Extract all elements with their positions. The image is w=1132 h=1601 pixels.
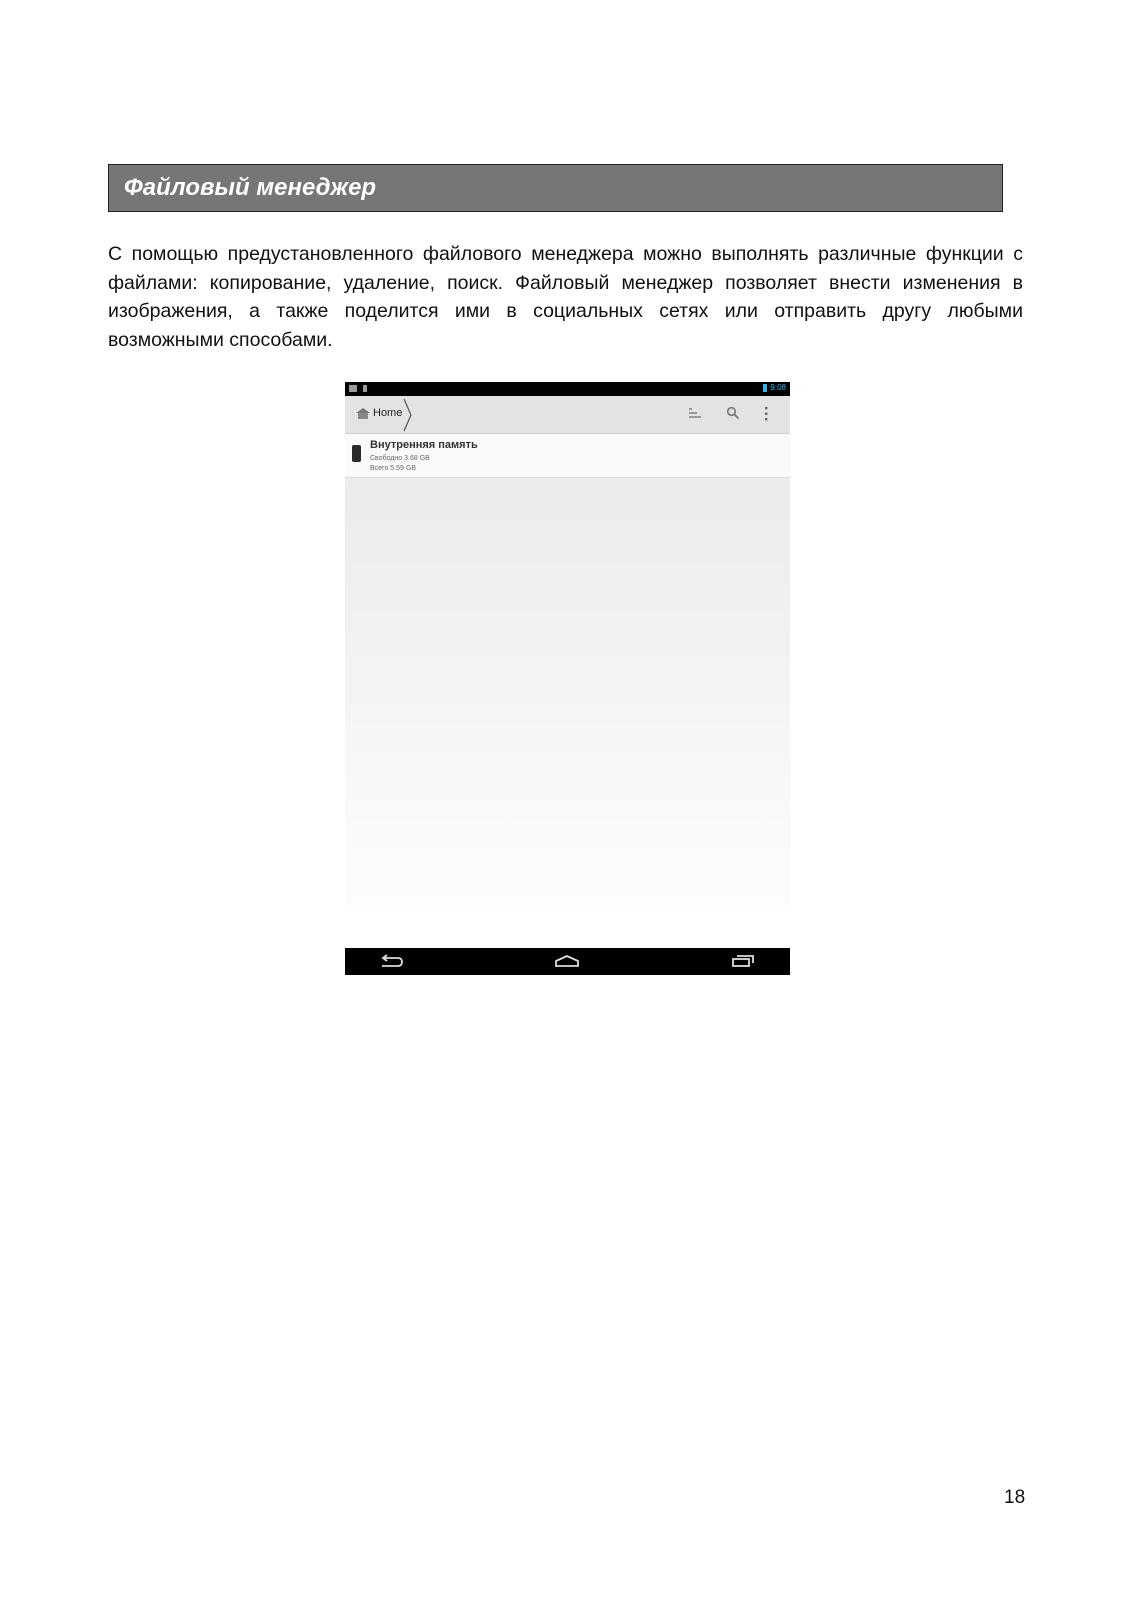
page-number: 18 — [1004, 1487, 1026, 1508]
storage-total: Всего 5.59 GB — [370, 465, 416, 472]
download-notification-icon — [363, 385, 367, 392]
internal-storage-item[interactable] — [345, 434, 790, 478]
breadcrumb-home[interactable] — [355, 407, 402, 419]
screenshot-notification-icon — [349, 385, 357, 392]
home-icon[interactable] — [554, 954, 580, 968]
battery-icon — [763, 384, 767, 392]
section-title: Файловый менеджер — [124, 174, 377, 201]
overflow-menu-icon[interactable] — [763, 406, 769, 422]
status-bar — [345, 382, 790, 396]
file-list-area — [345, 478, 790, 906]
storage-title: Внутренняя память — [370, 439, 478, 451]
house-icon — [355, 407, 371, 419]
breadcrumb-home-label: Home — [373, 407, 403, 419]
search-icon[interactable] — [726, 406, 740, 420]
breadcrumb-separator-icon — [403, 398, 413, 432]
recent-apps-icon[interactable] — [731, 954, 755, 968]
navigation-bar — [345, 948, 790, 975]
filter-icon[interactable] — [688, 406, 702, 420]
file-manager-screenshot — [345, 382, 790, 975]
status-time: 9:08 — [770, 383, 786, 392]
action-bar — [345, 396, 790, 434]
phone-storage-icon — [352, 445, 361, 462]
storage-free: Свободно 3.68 GB — [370, 455, 430, 462]
body-paragraph: С помощью предустановленного файлового менеджера можно выполнять различные функции с файлами: копирование, удаление, поиск. Файловый менеджер позволяет внести изменения в изображения, а также поделится ими в социальных сетях или отправить другу любыми возможными способами. — [108, 243, 1023, 351]
back-icon[interactable] — [378, 954, 404, 968]
section-header — [108, 164, 1003, 212]
